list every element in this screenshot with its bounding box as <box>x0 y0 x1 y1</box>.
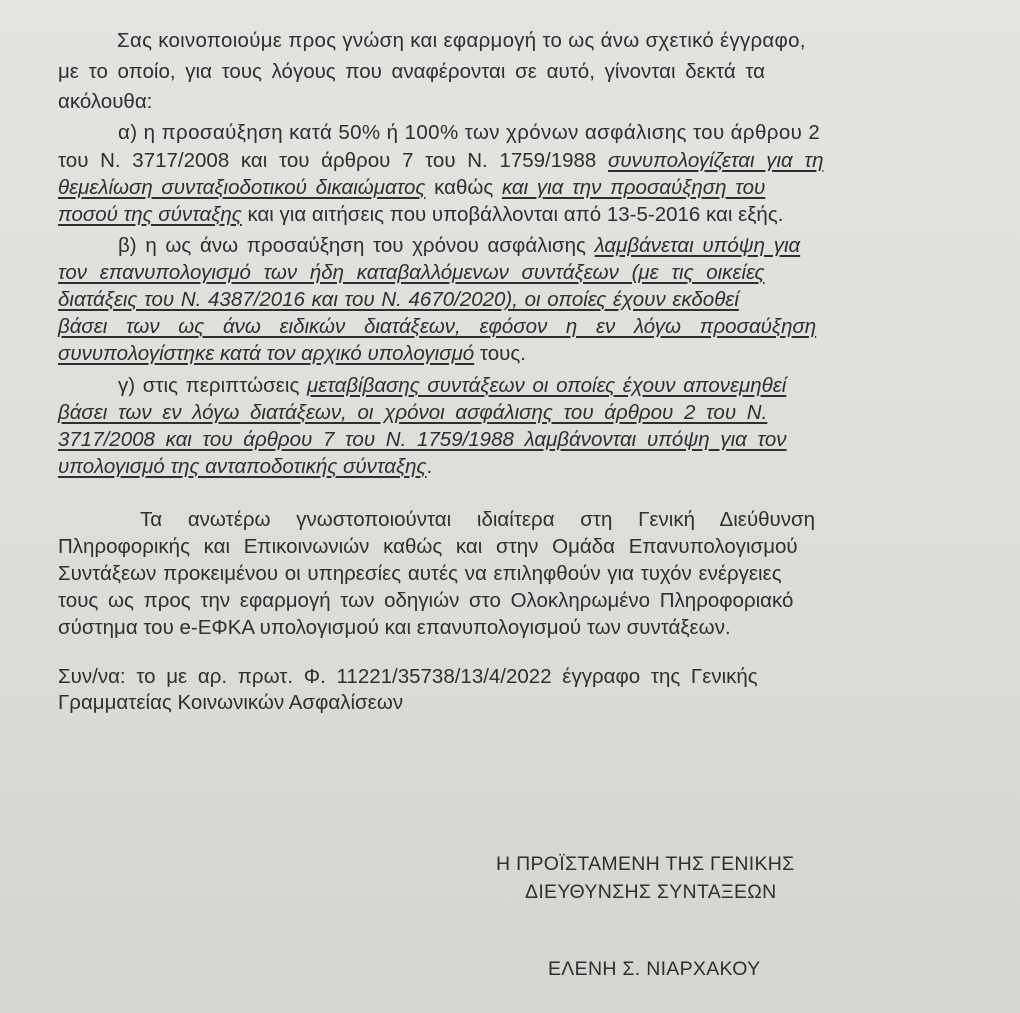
item-b-line-3: διατάξεις του Ν. 4387/2016 και του Ν. 4670/2020), οι οποίες έχουν εκδοθεί <box>58 288 739 311</box>
item-a-line-2-underlined: συνυπολογίζεται για τη <box>608 149 824 172</box>
item-b-line-1-plain: β) η ως άνω προσαύξηση του χρόνου ασφάλισης <box>118 234 595 257</box>
notice-line-1: Τα ανωτέρω γνωστοποιούνται ιδιαίτερα στη Γενική Διεύθυνση <box>140 508 816 531</box>
notice-line-2: Πληροφορικής και Επικοινωνιών καθώς και στην Ομάδα Επανυπολογισμού <box>58 535 798 558</box>
attachment-line-2: Γραμματείας Κοινωνικών Ασφαλίσεων <box>58 691 404 714</box>
item-b-line-1 <box>118 232 800 260</box>
item-a-line-3-underlined-b: και για την προσαύξηση του <box>501 176 766 199</box>
signature-title-line-2: ΔΙΕΥΘΥΝΣΗΣ ΣΥΝΤΑΞΕΩΝ <box>525 881 777 903</box>
signature-title-line-1: Η ΠΡΟΪΣΤΑΜΕΝΗ ΤΗΣ ΓΕΝΙΚΗΣ <box>496 853 795 875</box>
item-a-line-4 <box>58 201 783 229</box>
signature-name: ΕΛΕΝΗ Σ. ΝΙΑΡΧΑΚΟΥ <box>548 958 761 980</box>
notice-line-3: Συντάξεων προκειμένου οι υπηρεσίες αυτές να επιληφθούν για τυχόν ενέργειες <box>58 562 782 585</box>
item-c-line-1-plain: γ) στις περιπτώσεις <box>118 374 308 397</box>
item-a-line-3-underlined-a: θεμελίωση συνταξιοδοτικού δικαιώματος <box>58 176 426 199</box>
item-b-line-5-plain: τους. <box>474 342 526 365</box>
notice-line-4: τους ως προς την εφαρμογή των οδηγιών στο Ολοκληρωμένο Πληροφοριακό <box>58 589 794 612</box>
item-a-line-4-plain: και για αιτήσεις που υποβάλλονται από 13-5-2016 και εξής. <box>241 203 784 226</box>
item-a-line-1: α) η προσαύξηση κατά 50% ή 100% των χρόνων ασφάλισης του άρθρου 2 <box>118 121 821 144</box>
intro-line-2-text: με το οποίο, για τους λόγους που αναφέρονται σε αυτό, γίνονται δεκτά τα <box>58 60 766 83</box>
notice-line-5: σύστημα του e-ΕΦΚΑ υπολογισμού και επανυπολογισμού των συντάξεων. <box>58 616 731 639</box>
item-c-line-2: βάσει των εν λόγω διατάξεων, οι χρόνοι ασφάλισης του άρθρου 2 του Ν. <box>58 401 768 424</box>
item-a-line-4-underlined: ποσού της σύνταξης <box>58 203 242 226</box>
item-b-line-1-underlined: λαμβάνεται υπόψη για <box>594 234 801 257</box>
intro-line-1: Σας κοινοποιούμε προς γνώση και εφαρμογή το ως άνω σχετικό έγγραφο, <box>117 29 806 52</box>
item-a-line-3-plain: καθώς <box>425 176 502 199</box>
item-b-line-4: βάσει των ως άνω ειδικών διατάξεων, εφόσον η εν λόγω προσαύξηση <box>58 315 817 338</box>
item-c-line-1 <box>118 372 786 400</box>
item-c-line-4-underlined: υπολογισμό της ανταποδοτικής σύνταξης <box>58 455 427 478</box>
item-c-line-4 <box>58 453 432 481</box>
intro-line-3: ακόλουθα: <box>58 90 153 113</box>
item-a-line-2 <box>58 147 823 175</box>
item-a-line-2-plain: του Ν. 3717/2008 και του άρθρου 7 του Ν. 1759/1988 <box>58 149 609 172</box>
attachment-line-1: Συν/να: το με αρ. πρωτ. Φ. 11221/35738/13/4/2022 έγγραφο της Γενικής <box>58 665 758 688</box>
item-a-line-3 <box>58 174 765 202</box>
item-b-line-5 <box>58 340 526 368</box>
intro-line-2 <box>58 58 988 86</box>
item-b-line-2: τον επανυπολογισμό των ήδη καταβαλλόμενων συντάξεων (με τις οικείες <box>58 261 765 284</box>
item-c-line-3: 3717/2008 και του άρθρου 7 του Ν. 1759/1988 λαμβάνονται υπόψη για τον <box>58 428 787 451</box>
item-c-line-4-plain: . <box>426 455 433 478</box>
item-b-line-5-underlined: συνυπολογίστηκε κατά τον αρχικό υπολογισμό <box>58 342 475 365</box>
item-c-line-1-underlined: μεταβίβασης συντάξεων οι οποίες έχουν απονεμηθεί <box>307 374 787 397</box>
